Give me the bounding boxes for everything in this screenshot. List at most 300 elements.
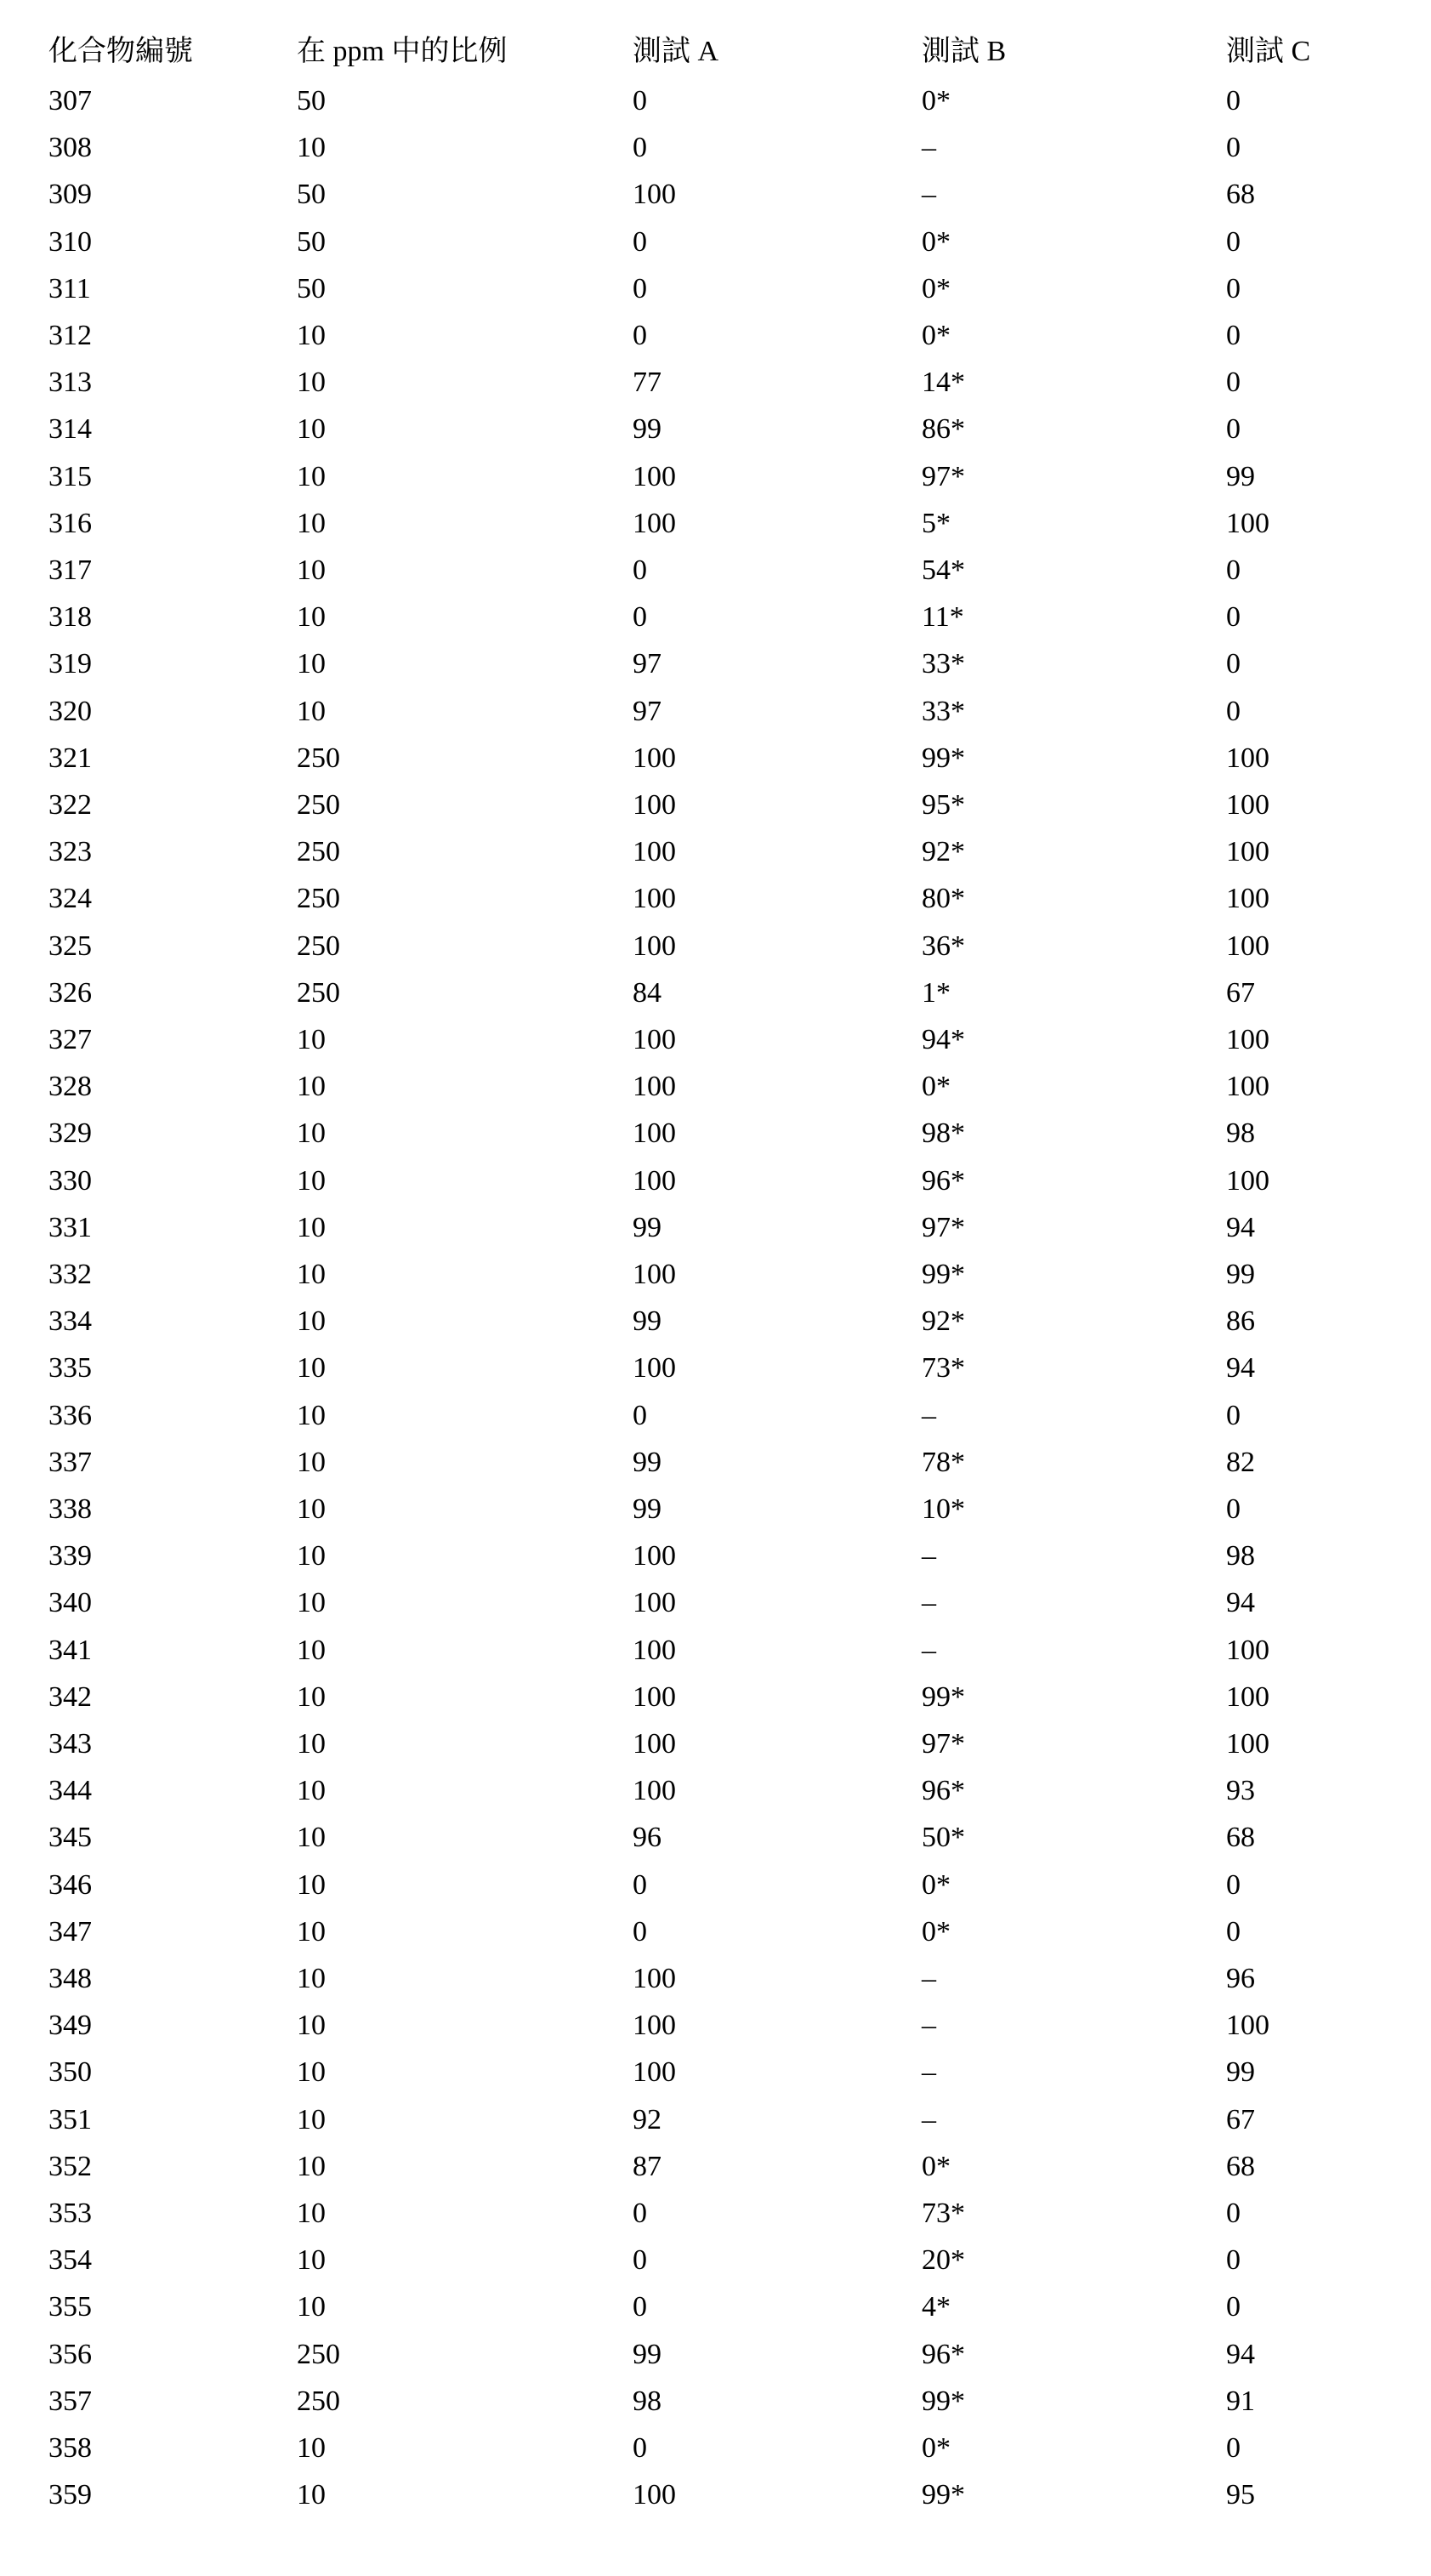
cell-test-a: 0 bbox=[633, 1862, 647, 1908]
cell-test-c: 0 bbox=[1226, 359, 1241, 406]
cell-test-b: 10* bbox=[922, 1486, 965, 1533]
cell-test-a: 98 bbox=[633, 2378, 662, 2425]
cell-test-c: 0 bbox=[1226, 640, 1241, 687]
cell-ratio-ppm: 10 bbox=[297, 1862, 326, 1908]
cell-ratio-ppm: 10 bbox=[297, 312, 326, 359]
cell-test-a: 0 bbox=[633, 1908, 647, 1955]
table-row bbox=[0, 359, 1431, 406]
cell-test-c: 100 bbox=[1226, 735, 1269, 782]
cell-ratio-ppm: 10 bbox=[297, 1298, 326, 1345]
cell-test-b: 99* bbox=[922, 1674, 965, 1720]
cell-test-b: 0* bbox=[922, 2425, 951, 2471]
cell-compound-number: 353 bbox=[48, 2190, 92, 2237]
cell-compound-number: 315 bbox=[48, 453, 92, 500]
cell-compound-number: 346 bbox=[48, 1862, 92, 1908]
table-row bbox=[0, 1157, 1431, 1204]
table-row bbox=[0, 1298, 1431, 1345]
cell-test-a: 0 bbox=[633, 312, 647, 359]
cell-test-c: 94 bbox=[1226, 1345, 1255, 1391]
cell-ratio-ppm: 10 bbox=[297, 1204, 326, 1251]
table-row bbox=[0, 1345, 1431, 1391]
cell-compound-number: 352 bbox=[48, 2143, 92, 2190]
cell-test-c: 86 bbox=[1226, 1298, 1255, 1345]
table-row bbox=[0, 828, 1431, 875]
cell-compound-number: 347 bbox=[48, 1908, 92, 1955]
cell-ratio-ppm: 10 bbox=[297, 406, 326, 452]
cell-test-b: 96* bbox=[922, 1157, 965, 1204]
cell-test-c: 94 bbox=[1226, 1204, 1255, 1251]
cell-test-c: 0 bbox=[1226, 2190, 1241, 2237]
table-row bbox=[0, 875, 1431, 922]
table-row bbox=[0, 1767, 1431, 1814]
cell-test-b: 96* bbox=[922, 2331, 965, 2378]
cell-compound-number: 339 bbox=[48, 1533, 92, 1579]
table-row bbox=[0, 1016, 1431, 1063]
table-row bbox=[0, 2471, 1431, 2518]
cell-test-b: 78* bbox=[922, 1439, 965, 1486]
cell-test-b: 0* bbox=[922, 265, 951, 312]
cell-test-a: 99 bbox=[633, 1439, 662, 1486]
cell-test-a: 100 bbox=[633, 875, 676, 922]
cell-ratio-ppm: 10 bbox=[297, 1908, 326, 1955]
cell-ratio-ppm: 250 bbox=[297, 828, 340, 875]
cell-test-b: 95* bbox=[922, 782, 965, 828]
cell-test-b: 73* bbox=[922, 1345, 965, 1391]
header-compound-number: 化合物編號 bbox=[48, 28, 193, 75]
cell-test-b: 33* bbox=[922, 640, 965, 687]
cell-test-a: 0 bbox=[633, 219, 647, 265]
cell-test-a: 92 bbox=[633, 2096, 662, 2143]
cell-compound-number: 317 bbox=[48, 547, 92, 594]
cell-ratio-ppm: 250 bbox=[297, 923, 340, 970]
cell-ratio-ppm: 50 bbox=[297, 171, 326, 218]
header-ratio-ppm: 在 ppm 中的比例 bbox=[297, 28, 507, 75]
cell-test-b: 0* bbox=[922, 2143, 951, 2190]
cell-compound-number: 331 bbox=[48, 1204, 92, 1251]
cell-test-a: 0 bbox=[633, 77, 647, 124]
cell-test-b: 14* bbox=[922, 359, 965, 406]
cell-test-c: 0 bbox=[1226, 688, 1241, 735]
cell-test-b: 54* bbox=[922, 547, 965, 594]
cell-compound-number: 308 bbox=[48, 124, 92, 171]
cell-ratio-ppm: 10 bbox=[297, 1486, 326, 1533]
table-row bbox=[0, 688, 1431, 735]
cell-compound-number: 325 bbox=[48, 923, 92, 970]
cell-compound-number: 329 bbox=[48, 1110, 92, 1157]
cell-ratio-ppm: 250 bbox=[297, 782, 340, 828]
cell-test-b: 11* bbox=[922, 594, 964, 640]
cell-test-c: 100 bbox=[1226, 1063, 1269, 1110]
cell-compound-number: 328 bbox=[48, 1063, 92, 1110]
cell-test-b: – bbox=[922, 1627, 936, 1674]
table-row bbox=[0, 265, 1431, 312]
cell-compound-number: 342 bbox=[48, 1674, 92, 1720]
cell-test-a: 87 bbox=[633, 2143, 662, 2190]
table-row bbox=[0, 640, 1431, 687]
cell-compound-number: 310 bbox=[48, 219, 92, 265]
cell-test-c: 98 bbox=[1226, 1110, 1255, 1157]
table-row bbox=[0, 594, 1431, 640]
cell-compound-number: 356 bbox=[48, 2331, 92, 2378]
cell-test-c: 0 bbox=[1226, 594, 1241, 640]
cell-compound-number: 358 bbox=[48, 2425, 92, 2471]
cell-test-a: 100 bbox=[633, 1767, 676, 1814]
cell-ratio-ppm: 10 bbox=[297, 1533, 326, 1579]
cell-test-c: 100 bbox=[1226, 1157, 1269, 1204]
cell-ratio-ppm: 10 bbox=[297, 1157, 326, 1204]
cell-ratio-ppm: 10 bbox=[297, 1720, 326, 1767]
cell-test-a: 97 bbox=[633, 688, 662, 735]
cell-compound-number: 322 bbox=[48, 782, 92, 828]
cell-ratio-ppm: 10 bbox=[297, 1392, 326, 1439]
table-row bbox=[0, 1439, 1431, 1486]
cell-compound-number: 343 bbox=[48, 1720, 92, 1767]
cell-test-a: 100 bbox=[633, 1533, 676, 1579]
cell-test-a: 0 bbox=[633, 124, 647, 171]
cell-ratio-ppm: 10 bbox=[297, 359, 326, 406]
cell-test-c: 0 bbox=[1226, 124, 1241, 171]
cell-ratio-ppm: 10 bbox=[297, 594, 326, 640]
cell-compound-number: 350 bbox=[48, 2049, 92, 2095]
table-row bbox=[0, 312, 1431, 359]
header-test-c: 測試 C bbox=[1226, 28, 1310, 75]
cell-test-a: 100 bbox=[633, 1579, 676, 1626]
cell-compound-number: 341 bbox=[48, 1627, 92, 1674]
cell-test-a: 0 bbox=[633, 1392, 647, 1439]
table-row bbox=[0, 2190, 1431, 2237]
cell-test-b: 80* bbox=[922, 875, 965, 922]
table-row bbox=[0, 2143, 1431, 2190]
cell-ratio-ppm: 10 bbox=[297, 688, 326, 735]
cell-test-a: 100 bbox=[633, 828, 676, 875]
cell-test-c: 99 bbox=[1226, 2049, 1255, 2095]
table-row bbox=[0, 1674, 1431, 1720]
table-row bbox=[0, 1392, 1431, 1439]
cell-test-b: 99* bbox=[922, 1251, 965, 1298]
cell-test-c: 0 bbox=[1226, 1392, 1241, 1439]
cell-test-a: 100 bbox=[633, 171, 676, 218]
cell-ratio-ppm: 250 bbox=[297, 2331, 340, 2378]
cell-test-b: 97* bbox=[922, 1720, 965, 1767]
cell-test-b: – bbox=[922, 1579, 936, 1626]
table-row bbox=[0, 547, 1431, 594]
cell-test-a: 0 bbox=[633, 2237, 647, 2283]
cell-test-c: 67 bbox=[1226, 2096, 1255, 2143]
table-row bbox=[0, 453, 1431, 500]
cell-compound-number: 336 bbox=[48, 1392, 92, 1439]
cell-test-c: 0 bbox=[1226, 265, 1241, 312]
cell-test-a: 100 bbox=[633, 1110, 676, 1157]
cell-ratio-ppm: 10 bbox=[297, 2049, 326, 2095]
table-row bbox=[0, 923, 1431, 970]
cell-compound-number: 359 bbox=[48, 2471, 92, 2518]
cell-test-a: 0 bbox=[633, 2283, 647, 2330]
cell-ratio-ppm: 10 bbox=[297, 1579, 326, 1626]
cell-test-a: 99 bbox=[633, 1204, 662, 1251]
table-row bbox=[0, 735, 1431, 782]
cell-ratio-ppm: 10 bbox=[297, 1251, 326, 1298]
cell-ratio-ppm: 10 bbox=[297, 1814, 326, 1861]
cell-test-c: 68 bbox=[1226, 2143, 1255, 2190]
cell-ratio-ppm: 10 bbox=[297, 453, 326, 500]
cell-ratio-ppm: 10 bbox=[297, 2002, 326, 2049]
table-row bbox=[0, 1862, 1431, 1908]
cell-compound-number: 309 bbox=[48, 171, 92, 218]
cell-compound-number: 324 bbox=[48, 875, 92, 922]
table-row bbox=[0, 219, 1431, 265]
cell-compound-number: 357 bbox=[48, 2378, 92, 2425]
table-row bbox=[0, 77, 1431, 124]
cell-test-c: 93 bbox=[1226, 1767, 1255, 1814]
cell-test-b: 0* bbox=[922, 219, 951, 265]
cell-test-b: 98* bbox=[922, 1110, 965, 1157]
cell-test-b: – bbox=[922, 1955, 936, 2002]
cell-test-c: 100 bbox=[1226, 1016, 1269, 1063]
cell-compound-number: 320 bbox=[48, 688, 92, 735]
cell-test-c: 67 bbox=[1226, 970, 1255, 1016]
header-test-a: 測試 A bbox=[633, 28, 718, 75]
cell-ratio-ppm: 250 bbox=[297, 735, 340, 782]
cell-test-b: – bbox=[922, 2049, 936, 2095]
table-row bbox=[0, 970, 1431, 1016]
cell-test-c: 0 bbox=[1226, 2283, 1241, 2330]
table-row bbox=[0, 2237, 1431, 2283]
cell-test-b: 50* bbox=[922, 1814, 965, 1861]
cell-test-b: 20* bbox=[922, 2237, 965, 2283]
table-row bbox=[0, 1251, 1431, 1298]
cell-test-c: 99 bbox=[1226, 1251, 1255, 1298]
cell-test-c: 0 bbox=[1226, 219, 1241, 265]
cell-ratio-ppm: 10 bbox=[297, 2283, 326, 2330]
table-row bbox=[0, 500, 1431, 547]
cell-test-b: 92* bbox=[922, 1298, 965, 1345]
cell-test-a: 0 bbox=[633, 2425, 647, 2471]
cell-test-c: 94 bbox=[1226, 2331, 1255, 2378]
cell-test-a: 100 bbox=[633, 2002, 676, 2049]
cell-ratio-ppm: 10 bbox=[297, 1345, 326, 1391]
cell-test-b: – bbox=[922, 171, 936, 218]
table-row bbox=[0, 2283, 1431, 2330]
cell-compound-number: 323 bbox=[48, 828, 92, 875]
cell-ratio-ppm: 10 bbox=[297, 2471, 326, 2518]
cell-ratio-ppm: 250 bbox=[297, 970, 340, 1016]
cell-test-b: 99* bbox=[922, 2378, 965, 2425]
cell-test-c: 100 bbox=[1226, 782, 1269, 828]
table-row bbox=[0, 1955, 1431, 2002]
cell-test-a: 100 bbox=[633, 735, 676, 782]
cell-compound-number: 326 bbox=[48, 970, 92, 1016]
cell-test-c: 98 bbox=[1226, 1533, 1255, 1579]
table-header-row bbox=[0, 28, 1431, 75]
cell-test-b: 96* bbox=[922, 1767, 965, 1814]
cell-test-b: 36* bbox=[922, 923, 965, 970]
cell-test-c: 100 bbox=[1226, 1720, 1269, 1767]
cell-ratio-ppm: 10 bbox=[297, 2190, 326, 2237]
cell-ratio-ppm: 250 bbox=[297, 2378, 340, 2425]
cell-test-a: 100 bbox=[633, 2471, 676, 2518]
table-row bbox=[0, 1908, 1431, 1955]
cell-ratio-ppm: 10 bbox=[297, 1439, 326, 1486]
table-row bbox=[0, 124, 1431, 171]
cell-compound-number: 340 bbox=[48, 1579, 92, 1626]
cell-compound-number: 345 bbox=[48, 1814, 92, 1861]
cell-test-b: 97* bbox=[922, 1204, 965, 1251]
cell-test-a: 0 bbox=[633, 2190, 647, 2237]
cell-test-b: – bbox=[922, 2002, 936, 2049]
cell-test-b: 4* bbox=[922, 2283, 951, 2330]
cell-test-a: 99 bbox=[633, 1298, 662, 1345]
table-row bbox=[0, 2331, 1431, 2378]
cell-test-a: 100 bbox=[633, 2049, 676, 2095]
table-row bbox=[0, 2425, 1431, 2471]
cell-test-b: – bbox=[922, 124, 936, 171]
cell-compound-number: 314 bbox=[48, 406, 92, 452]
cell-test-b: 1* bbox=[922, 970, 951, 1016]
cell-test-a: 84 bbox=[633, 970, 662, 1016]
cell-test-c: 0 bbox=[1226, 547, 1241, 594]
cell-test-c: 68 bbox=[1226, 1814, 1255, 1861]
cell-test-b: 97* bbox=[922, 453, 965, 500]
cell-compound-number: 332 bbox=[48, 1251, 92, 1298]
cell-compound-number: 338 bbox=[48, 1486, 92, 1533]
cell-test-a: 100 bbox=[633, 1345, 676, 1391]
table-row bbox=[0, 1533, 1431, 1579]
cell-ratio-ppm: 250 bbox=[297, 875, 340, 922]
cell-compound-number: 334 bbox=[48, 1298, 92, 1345]
cell-test-a: 100 bbox=[633, 1016, 676, 1063]
cell-ratio-ppm: 10 bbox=[297, 2425, 326, 2471]
cell-test-b: 92* bbox=[922, 828, 965, 875]
cell-compound-number: 344 bbox=[48, 1767, 92, 1814]
table-row bbox=[0, 1204, 1431, 1251]
cell-test-c: 0 bbox=[1226, 77, 1241, 124]
cell-test-c: 100 bbox=[1226, 1674, 1269, 1720]
table-row bbox=[0, 2049, 1431, 2095]
cell-test-c: 100 bbox=[1226, 500, 1269, 547]
cell-test-c: 95 bbox=[1226, 2471, 1255, 2518]
cell-test-a: 100 bbox=[633, 453, 676, 500]
cell-test-c: 68 bbox=[1226, 171, 1255, 218]
cell-compound-number: 348 bbox=[48, 1955, 92, 2002]
cell-test-a: 100 bbox=[633, 1251, 676, 1298]
table-row bbox=[0, 2002, 1431, 2049]
table-row bbox=[0, 406, 1431, 452]
cell-ratio-ppm: 10 bbox=[297, 547, 326, 594]
cell-test-b: 33* bbox=[922, 688, 965, 735]
cell-test-b: 0* bbox=[922, 1862, 951, 1908]
cell-test-b: – bbox=[922, 1533, 936, 1579]
cell-compound-number: 311 bbox=[48, 265, 91, 312]
cell-test-a: 100 bbox=[633, 1955, 676, 2002]
cell-ratio-ppm: 10 bbox=[297, 1063, 326, 1110]
cell-test-a: 97 bbox=[633, 640, 662, 687]
cell-test-b: 73* bbox=[922, 2190, 965, 2237]
cell-test-c: 100 bbox=[1226, 1627, 1269, 1674]
cell-test-c: 100 bbox=[1226, 828, 1269, 875]
cell-test-c: 0 bbox=[1226, 1486, 1241, 1533]
cell-ratio-ppm: 50 bbox=[297, 77, 326, 124]
cell-compound-number: 307 bbox=[48, 77, 92, 124]
cell-ratio-ppm: 10 bbox=[297, 124, 326, 171]
cell-ratio-ppm: 10 bbox=[297, 500, 326, 547]
cell-test-b: 94* bbox=[922, 1016, 965, 1063]
cell-compound-number: 321 bbox=[48, 735, 92, 782]
cell-ratio-ppm: 10 bbox=[297, 1110, 326, 1157]
cell-ratio-ppm: 50 bbox=[297, 219, 326, 265]
table-row bbox=[0, 2096, 1431, 2143]
cell-test-b: 0* bbox=[922, 1063, 951, 1110]
table-row bbox=[0, 1579, 1431, 1626]
cell-test-b: 86* bbox=[922, 406, 965, 452]
cell-compound-number: 313 bbox=[48, 359, 92, 406]
cell-compound-number: 318 bbox=[48, 594, 92, 640]
cell-test-c: 0 bbox=[1226, 406, 1241, 452]
cell-compound-number: 335 bbox=[48, 1345, 92, 1391]
cell-ratio-ppm: 10 bbox=[297, 1627, 326, 1674]
cell-test-c: 0 bbox=[1226, 1908, 1241, 1955]
cell-ratio-ppm: 50 bbox=[297, 265, 326, 312]
cell-compound-number: 349 bbox=[48, 2002, 92, 2049]
table-row bbox=[0, 782, 1431, 828]
cell-test-c: 100 bbox=[1226, 923, 1269, 970]
cell-test-c: 0 bbox=[1226, 1862, 1241, 1908]
table-row bbox=[0, 1720, 1431, 1767]
cell-test-b: 5* bbox=[922, 500, 951, 547]
cell-test-c: 100 bbox=[1226, 875, 1269, 922]
header-test-b: 測試 B bbox=[922, 28, 1006, 75]
cell-test-c: 100 bbox=[1226, 2002, 1269, 2049]
table-row bbox=[0, 2378, 1431, 2425]
cell-test-c: 99 bbox=[1226, 453, 1255, 500]
table-row bbox=[0, 171, 1431, 218]
cell-compound-number: 319 bbox=[48, 640, 92, 687]
cell-test-b: 99* bbox=[922, 2471, 965, 2518]
cell-test-a: 0 bbox=[633, 265, 647, 312]
cell-ratio-ppm: 10 bbox=[297, 640, 326, 687]
cell-ratio-ppm: 10 bbox=[297, 2237, 326, 2283]
cell-test-b: – bbox=[922, 2096, 936, 2143]
table-row bbox=[0, 1814, 1431, 1861]
cell-test-a: 100 bbox=[633, 1627, 676, 1674]
table-row bbox=[0, 1063, 1431, 1110]
cell-test-a: 0 bbox=[633, 547, 647, 594]
table-row bbox=[0, 1110, 1431, 1157]
cell-test-a: 99 bbox=[633, 406, 662, 452]
cell-test-c: 96 bbox=[1226, 1955, 1255, 2002]
cell-test-b: 99* bbox=[922, 735, 965, 782]
cell-test-a: 77 bbox=[633, 359, 662, 406]
cell-test-a: 100 bbox=[633, 500, 676, 547]
cell-test-a: 100 bbox=[633, 1157, 676, 1204]
cell-ratio-ppm: 10 bbox=[297, 1767, 326, 1814]
cell-compound-number: 327 bbox=[48, 1016, 92, 1063]
cell-ratio-ppm: 10 bbox=[297, 2096, 326, 2143]
cell-compound-number: 337 bbox=[48, 1439, 92, 1486]
cell-test-c: 82 bbox=[1226, 1439, 1255, 1486]
cell-test-b: 0* bbox=[922, 312, 951, 359]
cell-test-a: 100 bbox=[633, 782, 676, 828]
cell-compound-number: 351 bbox=[48, 2096, 92, 2143]
cell-test-a: 100 bbox=[633, 1063, 676, 1110]
cell-test-c: 0 bbox=[1226, 2237, 1241, 2283]
cell-test-b: 0* bbox=[922, 77, 951, 124]
cell-compound-number: 354 bbox=[48, 2237, 92, 2283]
cell-test-a: 100 bbox=[633, 1674, 676, 1720]
cell-test-c: 94 bbox=[1226, 1579, 1255, 1626]
cell-compound-number: 355 bbox=[48, 2283, 92, 2330]
cell-test-c: 91 bbox=[1226, 2378, 1255, 2425]
cell-compound-number: 312 bbox=[48, 312, 92, 359]
